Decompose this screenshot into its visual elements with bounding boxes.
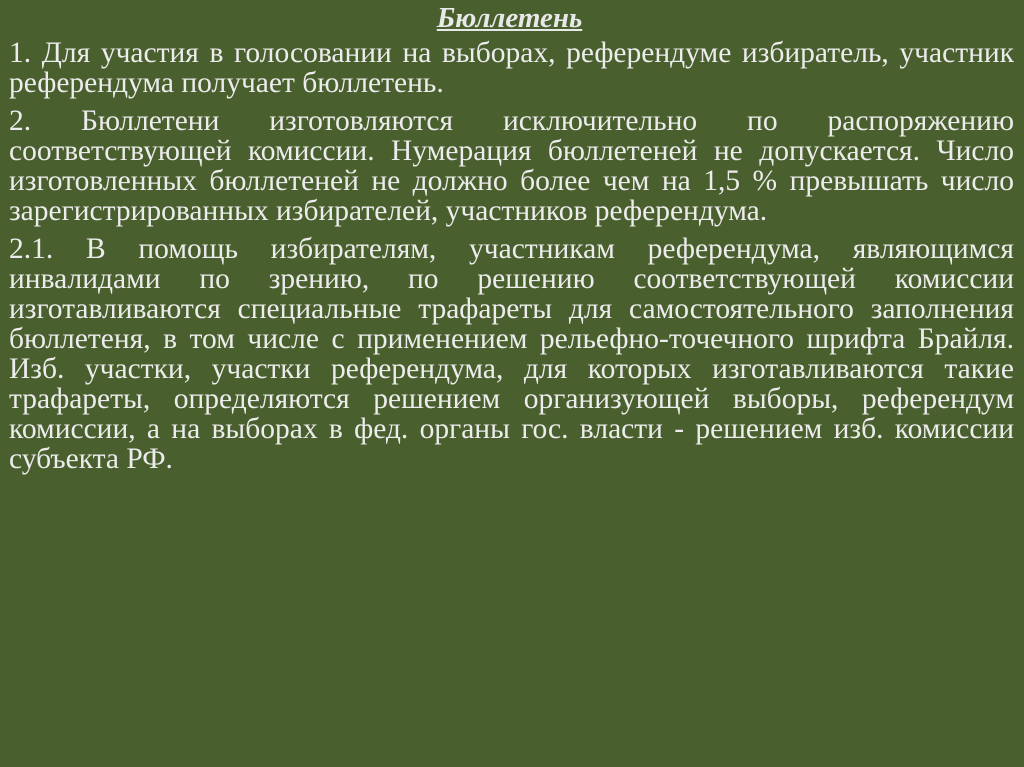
- paragraph-1: 1. Для участия в голосовании на выборах, референдуме избиратель, участник референдума получает бюллетень.: [9, 37, 1014, 99]
- slide-title: Бюллетень: [436, 2, 583, 34]
- paragraph-2: 2. Бюллетени изготовляются исключительно по распоряжению соответствующей комиссии. Нумерация бюллетеней не допускается. Число изготовленных бюллетеней не должно более чем на 1,5 % превышать число зарегистрированных избирателей, участников референдума.: [9, 105, 1014, 227]
- paragraph-2-1: 2.1. В помощь избирателям, участникам референдума, являющимся инвалидами по зрению, по решению соответствующей комиссии изготавливаются специальные трафареты для самостоятельного заполнения бюллетеня, в том числе с применением рельефно-точечного шрифта Брайля. Изб. участки, участки референдума, для которых изготавливаются такие трафареты, определяются решением организующей выборы, референдум комиссии, а на выборах в фед. органы гос. власти - решением изб. комиссии субъекта РФ.: [9, 233, 1014, 475]
